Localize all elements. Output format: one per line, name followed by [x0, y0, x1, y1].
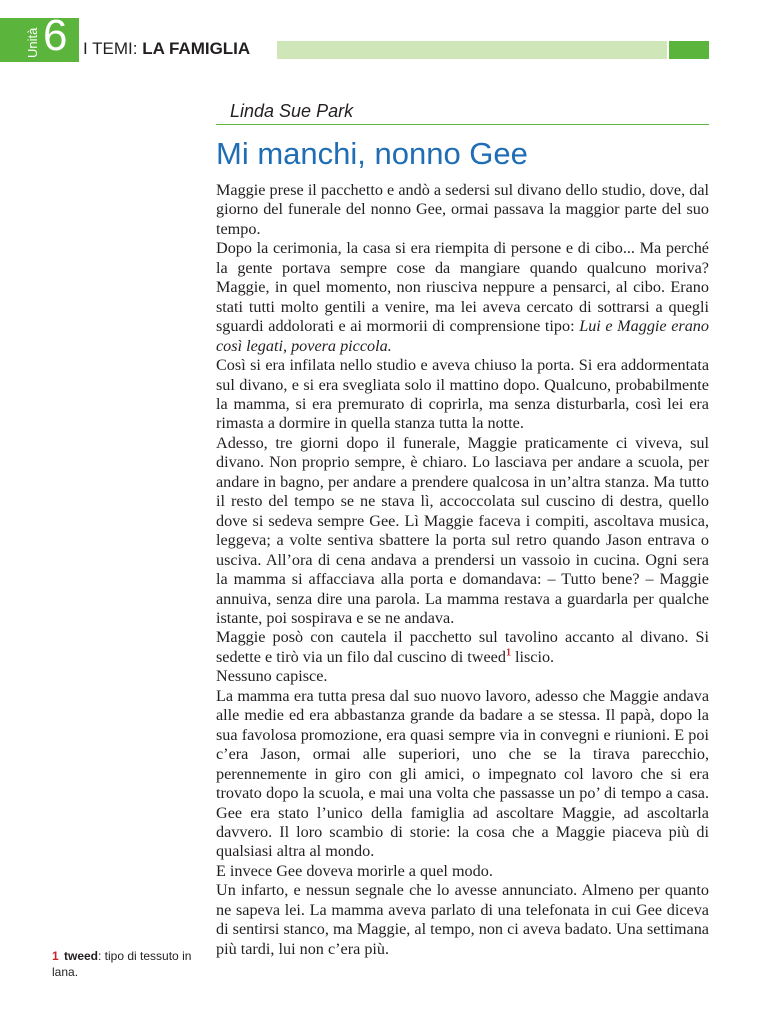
- section-prefix: I TEMI:: [83, 39, 138, 58]
- author-divider: [216, 124, 709, 125]
- unit-number: 6: [43, 11, 68, 60]
- paragraph-text: Maggie posò con cautela il pacchetto sul tavolino accanto al divano. Si sedette e tirò via un filo dal cuscino di tweed: [216, 628, 709, 666]
- paragraph: [216, 239, 709, 356]
- paragraph: [216, 628, 709, 667]
- header-bar-end: [669, 41, 709, 59]
- paragraph: Nessuno capisce.: [216, 667, 328, 686]
- italic-quote: Lui e Maggie erano così legati, povera piccola.: [216, 317, 709, 355]
- footnote-number: 1: [52, 949, 59, 963]
- paragraph: Maggie prese il pacchetto e andò a sedersi sul divano dello studio, dove, dal giorno del funerale del nonno Gee, ormai passava la maggior parte del suo tempo.: [216, 181, 709, 238]
- footnote: [52, 948, 202, 980]
- paragraph: E invece Gee doveva morirle a quel modo.: [216, 861, 493, 880]
- header-bar: [277, 41, 667, 59]
- section-title: LA FAMIGLIA: [142, 39, 251, 58]
- paragraph-text: Dopo la cerimonia, la casa si era riempita di persone e di cibo... Ma perché la gente portava sempre cose da mangiare quando qualcuno moriva? Maggie, in quel momento, non riusciva neppure a pensarci, al cibo. Erano stati tutti molto gentili a venire, ma lei aveva cercato di sottrarsi a quegli sguardi addolorati e ai mormorii di comprensione tipo:: [216, 239, 709, 336]
- story-text: [216, 181, 709, 959]
- author-name: Linda Sue Park: [230, 101, 354, 121]
- paragraph: Così si era infilata nello studio e aveva chiuso la porta. Si era addormentata sul divano, e si era svegliata solo il mattino dopo. Qualcuno, probabilmente la mamma, si era premurato di coprirla, ma senza disturbarla, così lei era rimasta a dormire in quella stanza tutta la notte.: [216, 356, 709, 433]
- unit-label: Unità: [25, 27, 40, 58]
- footnote-definition: : tipo di tessuto in lana.: [52, 949, 192, 979]
- paragraph: Adesso, tre giorni dopo il funerale, Maggie praticamente ci viveva, sul divano. Non proprio sempre, è chiaro. Lo lasciava per andare a scuola, per andare in bagno, per andare a prendere qualcosa in un’altra stanza. Ma tutto il resto del tempo se ne stava lì, accoccolata sul cuscino di destra, quello dove si sedeva sempre Gee. Lì Maggie faceva i compiti, ascoltava musica, leggeva; a volte sentiva sbattere la porta sul retro quando Jason entrava o usciva. All’ora di cena andava a prendersi un vassoio in cucina. Ogni sera la mamma si affacciava alla porta e domandava: – Tutto bene? – Maggie annuiva, senza dire una parola. La mamma restava a guardarla per qualche istante, poi sospirava e se ne andava.: [216, 433, 709, 627]
- paragraph: Un infarto, e nessun segnale che lo avesse annunciato. Almeno per quanto ne sapeva lei. La mamma aveva parlato di una telefonata in cui Gee diceva di sentirsi stanco, ma Maggie, al tempo, non ci aveva badato. Una settimana più tardi, lui non c’era più.: [216, 881, 709, 958]
- footnote-term: tweed: [64, 949, 99, 963]
- footnote-reference: 1: [505, 647, 511, 659]
- section-header: [83, 39, 250, 59]
- paragraph: La mamma era tutta presa dal suo nuovo lavoro, adesso che Maggie andava alle medie ed era abbastanza grande da badare a se stessa. Il papà, dopo la sua favolosa promozione, era quasi sempre via in convegni e riunioni. E poi c’era Jason, ormai alle superiori, uno che se la tirava parecchio, perennemente in giro con gli amici, o impegnato col lavoro che si era trovato dopo la scuola, e mai una volta che passasse un po’ di tempo a casa. Gee era stato l’unico della famiglia ad ascoltare Maggie, ad ascoltarla davvero. Il loro scambio di storie: la cosa che a Maggie piaceva più di qualsiasi altra al mondo.: [216, 686, 709, 861]
- page-title: Mi manchi, nonno Gee: [216, 136, 528, 171]
- paragraph-text: liscio.: [510, 647, 555, 666]
